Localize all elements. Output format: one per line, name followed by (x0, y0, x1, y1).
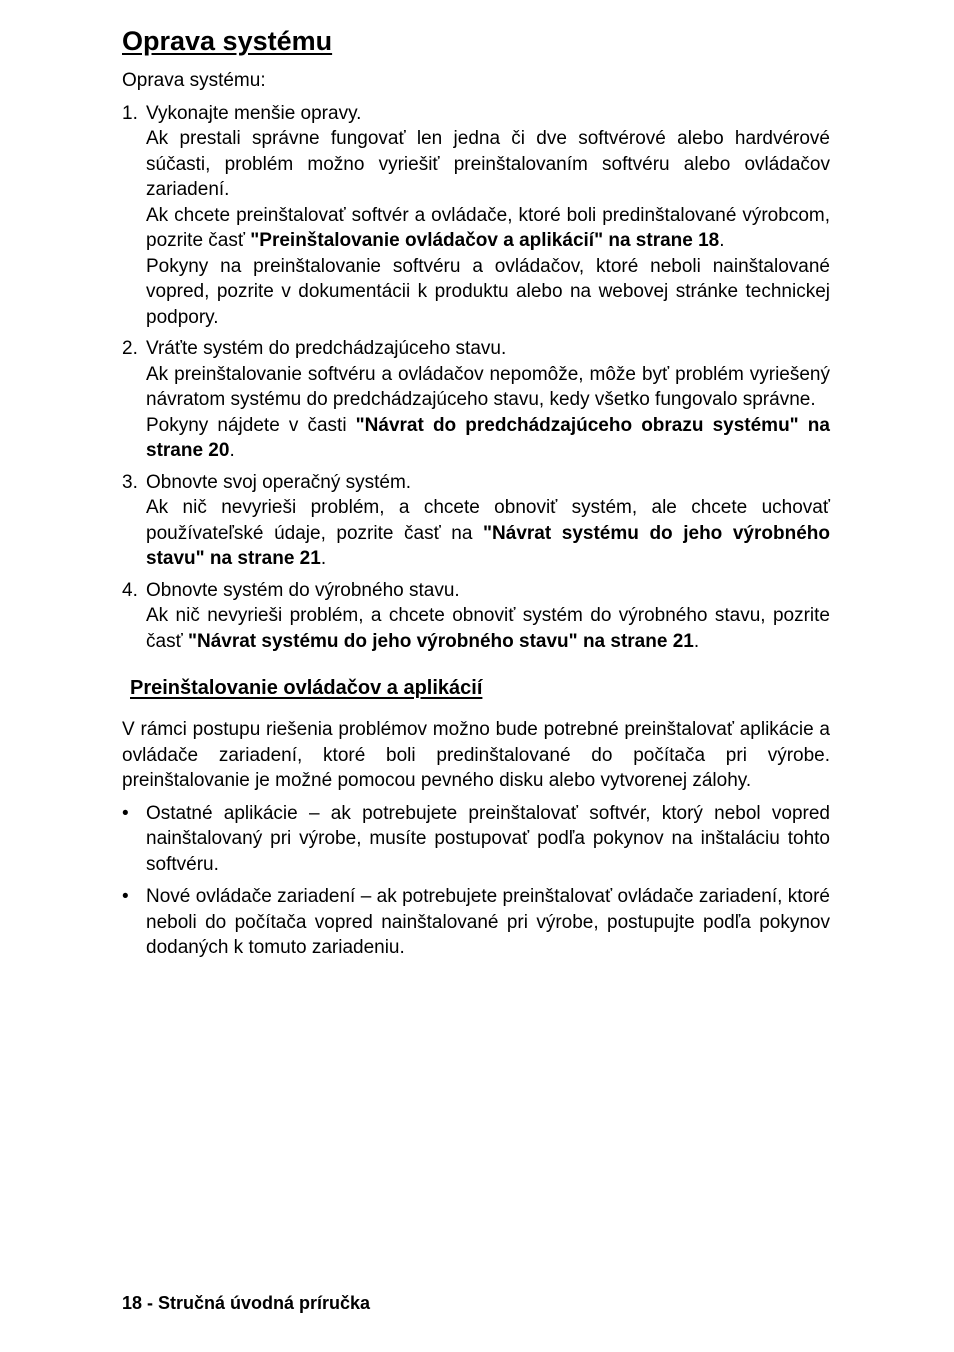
step-paragraph-with-ref (146, 413, 830, 464)
intro-text: Oprava systému: (122, 70, 266, 91)
step-text: Ak nič nevyrieši problém, a chcete obnoviť systém, ale chcete uchovať používateľské údaje, pozrite časť na (146, 497, 830, 544)
step-number: 1. (122, 102, 138, 124)
cross-reference: "Návrat do predchádzajúceho obrazu systému" na strane 20 (146, 414, 830, 461)
step-text: . (719, 230, 725, 251)
step-number: 2. (122, 338, 138, 359)
page-title: Oprava systému (122, 26, 333, 56)
steps-list (122, 101, 830, 655)
list-item-step-2 (122, 336, 830, 464)
list-item (122, 884, 830, 961)
bullet-text: Ostatné aplikácie – ak potrebujete preinštalovať softvér, ktorý nebol vopred nainštalovaný pri výrobe, musíte postupovať podľa pokynov na inštaláciu tohto softvéru. (146, 802, 830, 875)
step-paragraph-with-ref (146, 603, 830, 654)
step-text: Pokyny nájdete v časti (146, 414, 356, 436)
step-text: Ak nič nevyrieši problém, a chcete obnoviť systém do výrobného stavu, pozrite časť (146, 605, 830, 652)
section-paragraph: V rámci postupu riešenia problémov možno bude potrebné preinštalovať aplikácie a ovládače zariadení, ktoré boli predinštalované do počítača pri výrobe. preinštalovanie je možné pomocou pevného disku alebo vytvorenej zálohy. (122, 719, 830, 791)
step-paragraph: Ak prestali správne fungovať len jedna či dve softvérové alebo hardvérové súčasti, problém možno vyriešiť preinštalovaním softvéru alebo ovládačov zariadení. (146, 128, 830, 200)
step-paragraph-with-ref (146, 495, 830, 572)
step-number: 4. (122, 579, 138, 601)
list-item-step-4 (122, 578, 830, 655)
page-footer: 18 - Stručná úvodná príručka (122, 1293, 371, 1313)
step-text: Ak chcete preinštalovať softvér a ovládače, ktoré boli predinštalované výrobcom, pozrite časť (146, 204, 830, 251)
cross-reference: "Návrat systému do jeho výrobného stavu" na strane 21 (187, 630, 694, 652)
bullet-icon: • (122, 802, 129, 824)
step-heading: Obnovte systém do výrobného stavu. (146, 579, 460, 601)
cross-reference: "Návrat systému do jeho výrobného stavu" na strane 21 (146, 522, 830, 569)
step-text: . (320, 548, 327, 569)
step-paragraph: Ak preinštalovanie softvéru a ovládačov nepomôže, môže byť problém vyriešený návratom systému do predchádzajúceho stavu, kedy všetko fungovalo správne. (146, 363, 830, 410)
step-number: 3. (122, 471, 138, 493)
bullet-icon: • (122, 886, 129, 907)
step-heading: Obnovte svoj operačný systém. (146, 471, 412, 493)
step-heading: Vráťte systém do predchádzajúceho stavu. (146, 338, 507, 359)
bullet-list (122, 801, 830, 961)
list-item (122, 801, 830, 878)
step-text: . (693, 630, 700, 652)
list-item-step-1 (122, 101, 830, 331)
step-text: . (229, 440, 235, 461)
section-title: Preinštalovanie ovládačov a aplikácií (130, 677, 483, 699)
step-paragraph: Pokyny na preinštalovanie softvéru a ovládačov, ktoré neboli nainštalované vopred, pozrite v dokumentácii k produktu alebo na webovej stránke technickej podpory. (146, 255, 830, 328)
page-content (122, 24, 830, 968)
bullet-text: Nové ovládače zariadení – ak potrebujete preinštalovať ovládače zariadení, ktoré neboli do počítača vopred nainštalované pri výrobe, postupujte podľa pokynov dodaných k tomuto zariadeniu. (146, 886, 830, 958)
step-paragraph-with-ref (146, 203, 830, 254)
step-heading: Vykonajte menšie opravy. (146, 102, 362, 124)
cross-reference: "Preinštalovanie ovládačov a aplikácií" na strane 18 (250, 230, 720, 251)
list-item-step-3 (122, 470, 830, 572)
